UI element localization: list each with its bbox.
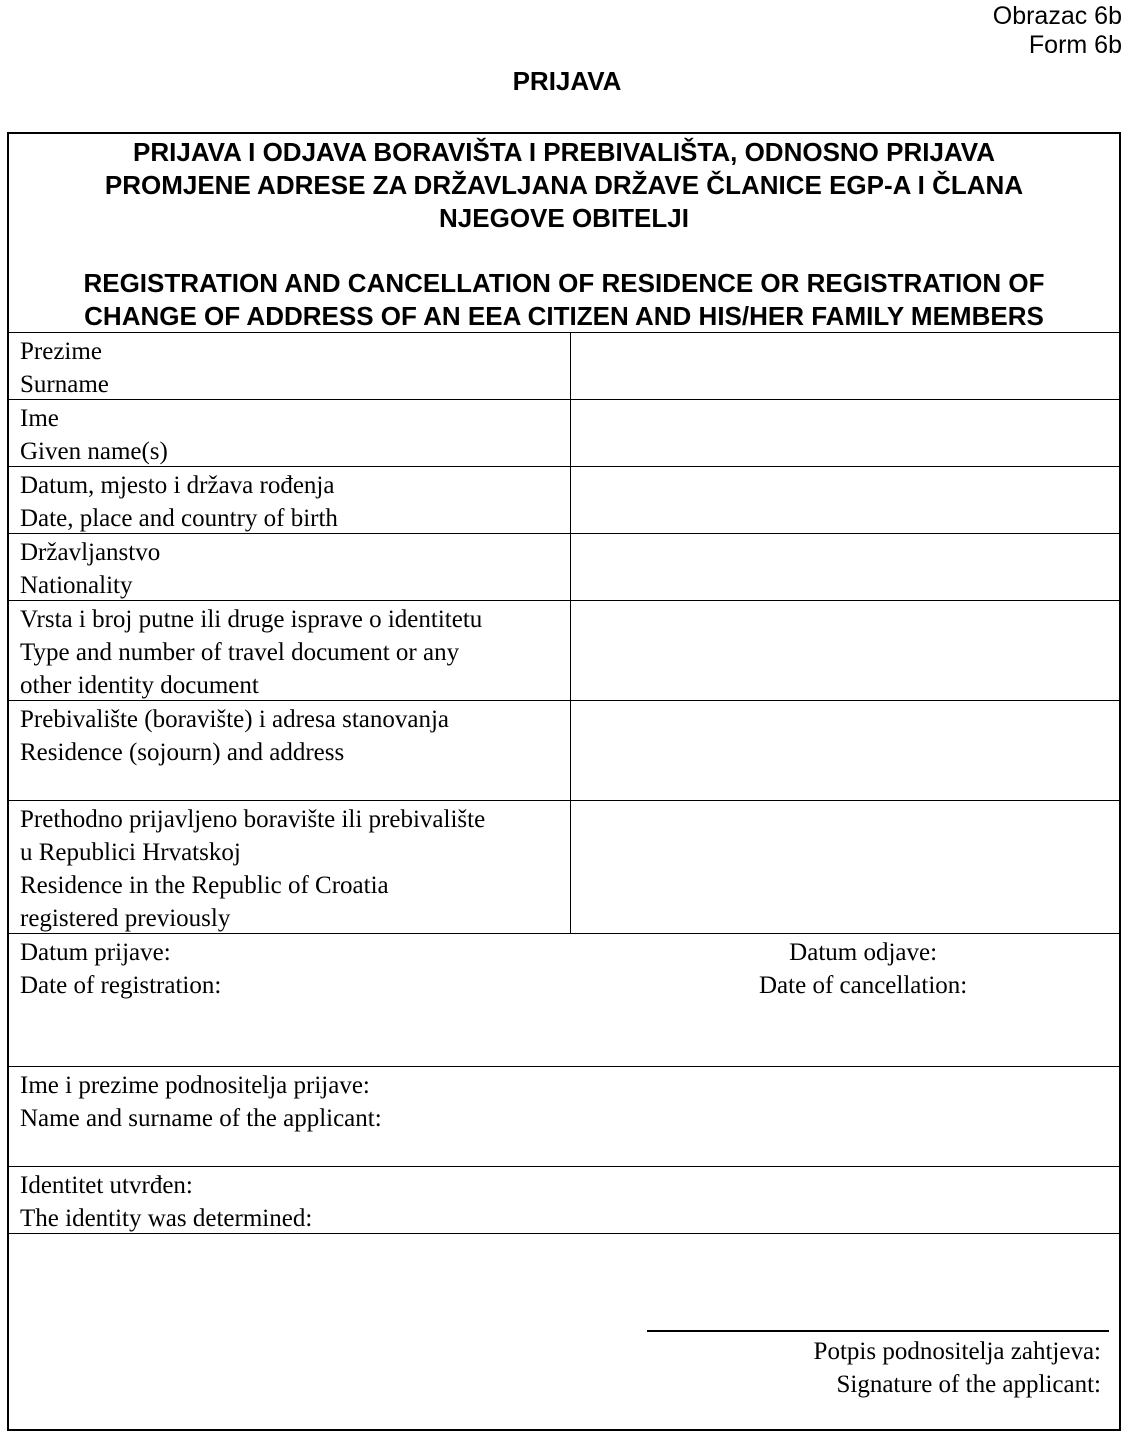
travel-document-input[interactable] [571, 601, 1119, 700]
label-en: Signature of the applicant: [836, 1371, 1101, 1398]
label-hr: Vrsta i broj putne ili druge isprave o identitetu [20, 606, 483, 633]
surname-input[interactable] [571, 333, 1119, 399]
label-hr: Prebivalište (boravište) i adresa stanovanja [20, 706, 450, 733]
label-en: Date of cancellation: [759, 972, 968, 999]
field-label-nationality [9, 534, 571, 600]
label-hr: Identitet utvrđen: [20, 1172, 193, 1199]
page-title: PRIJAVA [512, 66, 622, 96]
applicant-name-section[interactable] [9, 1067, 1119, 1167]
header-title-hr [9, 136, 1119, 235]
form-number [993, 2, 1122, 60]
label-hr: u Republici Hrvatskoj [20, 839, 241, 866]
signature-label [709, 1335, 1101, 1401]
label-en: Surname [20, 371, 109, 398]
field-label-birth [9, 467, 571, 533]
label-en: Nationality [20, 572, 133, 599]
label-en: Residence (sojourn) and address [20, 739, 345, 766]
label-en: Residence in the Republic of Croatia [20, 872, 389, 899]
dates-section[interactable] [9, 934, 1119, 1067]
field-label-surname [9, 333, 571, 399]
field-row-given-names [9, 400, 1119, 467]
header-hr-line: PROMJENE ADRESE ZA DRŽAVLJANA DRŽAVE ČLANICE EGP-A I ČLANA [104, 170, 1024, 200]
signature-line[interactable] [647, 1330, 1109, 1332]
label-hr: Ime i prezime podnositelja prijave: [20, 1072, 370, 1099]
label-en: Name and surname of the applicant: [20, 1105, 382, 1132]
cancellation-date-label [759, 936, 967, 1002]
label-hr: Datum, mjesto i država rođenja [20, 472, 335, 499]
form-frame [7, 132, 1121, 1431]
label-hr: Prethodno prijavljeno boravište ili prebivalište [20, 806, 486, 833]
header-title-en [9, 267, 1119, 333]
label-en: other identity document [20, 672, 259, 699]
identity-section[interactable] [9, 1167, 1119, 1234]
field-label-travel-document [9, 601, 571, 700]
label-en: Type and number of travel document or any [20, 639, 460, 666]
birth-input[interactable] [571, 467, 1119, 533]
label-en: Given name(s) [20, 438, 168, 465]
label-hr: Potpis podnositelja zahtjeva: [813, 1338, 1101, 1365]
label-en: registered previously [20, 905, 231, 932]
label-hr: Datum prijave: [20, 939, 171, 966]
form-number-en: Form 6b [1028, 31, 1122, 59]
label-en: Date, place and country of birth [20, 505, 338, 532]
label-en: Date of registration: [20, 972, 222, 999]
header-en-line: CHANGE OF ADDRESS OF AN EEA CITIZEN AND HIS/HER FAMILY MEMBERS [84, 301, 1044, 331]
header-hr-line: NJEGOVE OBITELJI [439, 203, 689, 233]
field-label-residence [9, 701, 571, 800]
field-label-previous-residence [9, 801, 571, 933]
field-row-previous-residence [9, 801, 1119, 934]
form-header [9, 134, 1119, 333]
identity-label [20, 1169, 312, 1235]
form-number-hr: Obrazac 6b [992, 2, 1122, 30]
previous-residence-input[interactable] [571, 801, 1119, 933]
residence-input[interactable] [571, 701, 1119, 800]
label-hr: Državljanstvo [20, 539, 161, 566]
label-hr: Datum odjave: [789, 939, 938, 966]
label-hr: Ime [20, 405, 59, 432]
label-hr: Prezime [20, 338, 102, 365]
header-en-line: REGISTRATION AND CANCELLATION OF RESIDENCE OR REGISTRATION OF [83, 268, 1045, 298]
given-names-input[interactable] [571, 400, 1119, 466]
field-row-nationality [9, 534, 1119, 601]
header-hr-line: PRIJAVA I ODJAVA BORAVIŠTA I PREBIVALIŠTA, ODNOSNO PRIJAVA [133, 137, 995, 167]
applicant-name-label [20, 1069, 382, 1135]
field-row-residence [9, 701, 1119, 801]
field-row-surname [9, 333, 1119, 400]
label-en: The identity was determined: [20, 1205, 313, 1232]
field-label-given-names [9, 400, 571, 466]
field-row-travel-document [9, 601, 1119, 701]
nationality-input[interactable] [571, 534, 1119, 600]
registration-date-label [20, 936, 221, 1002]
field-row-birth [9, 467, 1119, 534]
